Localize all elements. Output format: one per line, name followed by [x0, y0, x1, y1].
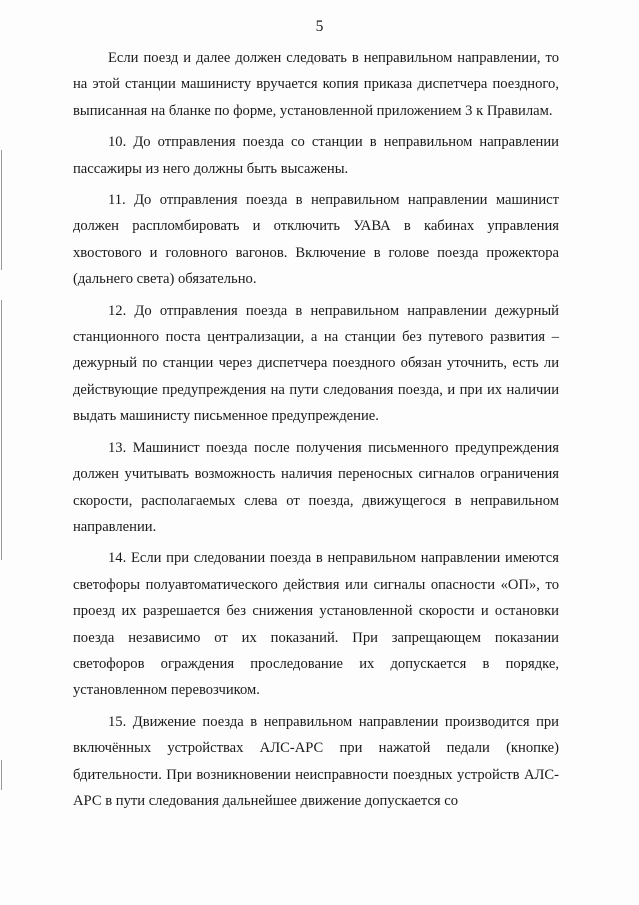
scan-margin-mark: [1, 760, 2, 790]
paragraph-11: 11. До отправления поезда в неправильном направлении машинист должен распломбировать и отключить УАВА в кабинах управления хвостового и головного вагонов. Включение в голове поезда прожектора (дальнего света) обязательно.: [73, 192, 559, 288]
paragraph-14: 14. Если при следовании поезда в неправильном направлении имеются светофоры полуавтоматического действия или сигналы опасности «ОП», то проезд их разрешается без снижения установленной скорости и остановки поезда независимо от их показаний. При запрещающем показании светофоров ограждения проследование их допускается в порядке, установленном перевозчиком.: [73, 550, 559, 699]
page-number: 5: [315, 18, 324, 35]
paragraph-15: 15. Движение поезда в неправильном направлении производится при включённых устройствах АЛС-АРС при нажатой педали (кнопке) бдительности. При возникновении неисправности поездных устройств АЛС-АРС в пути следования дальнейшее движение допускается со: [73, 713, 559, 809]
paragraph-13: 13. Машинист поезда после получения письменного предупреждения должен учитывать возможность наличия переносных сигналов ограничения скорости, располагаемых слева от поезда, движущегося в неправильном направлении.: [73, 439, 559, 535]
paragraph-10: 10. До отправления поезда со станции в неправильном направлении пассажиры из него должны быть высажены.: [73, 134, 559, 177]
scan-margin-mark: [1, 150, 2, 270]
scan-margin-mark: [1, 300, 2, 560]
document-body: [73, 45, 559, 819]
paragraph-12: 12. До отправления поезда в неправильном направлении дежурный станционного поста централизации, а на станции без путевого развития – дежурный по станции через диспетчера поездного обязан уточнить, есть ли действующие предупреждения на пути следования поезда, и при их наличии выдать машинисту письменное предупреждение.: [73, 302, 559, 425]
paragraph-continuation: Если поезд и далее должен следовать в неправильном направлении, то на этой станции машинисту вручается копия приказа диспетчера поездного, выписанная на бланке по форме, установленной приложением 3 к Правилам.: [73, 50, 559, 119]
